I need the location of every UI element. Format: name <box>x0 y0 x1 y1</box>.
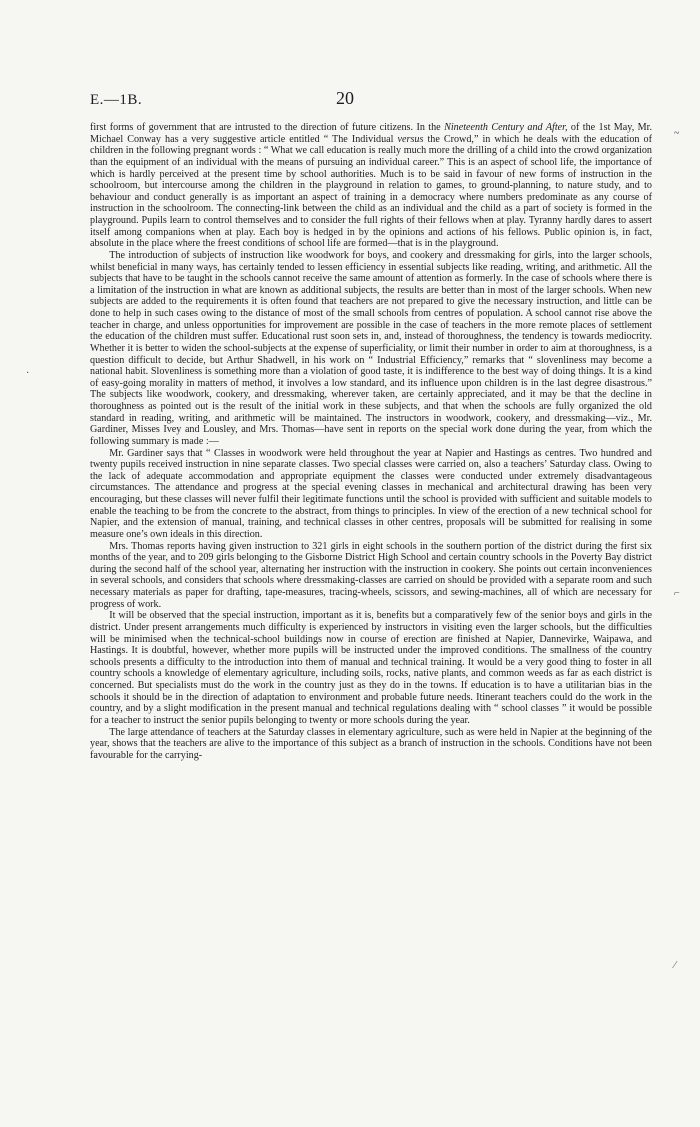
paragraph: first forms of government that are intrusted to the direction of future citizens. In the Nineteenth Century and After, of the 1st May, Mr. Michael Conway has a very suggestive article entitled “ The Individual versus the Crowd,” in which he deals with the education of children in the following pregnant words : “ What we call education is really much more the drilling of a child into the crowd organization than the equipment of an individual with the means of pursuing an individual career.” This is an aspect of school life, the importance of which is hardly perceived at the present time by school authorities. Much is to be said in favour of new forms of instruction in the schoolroom, but intercourse among the children in the playground in relation to games, to ground-planning, to nature study, and to behaviour and conduct generally is as important an aspect of training in a democracy where numbers predominate as any course of instruction in the schoolroom. The connecting-link between the child as an individual and the child as a part of society is formed in the playground. Pupils learn to control themselves and to consider the full rights of their fellows when at play. Tyranny hardly dares to assert itself among companions when at play. Each boy is hedged in by the opinions and actions of his fellows. Public opinion is, in fact, absolute in the place where the freest conditions of school life are formed—that is in the playground. <box>90 122 652 250</box>
paragraph: The large attendance of teachers at the Saturday classes in elementary agriculture, such as were held in Napier at the beginning of the year, shows that the teachers are alive to the importance of this subject as a branch of instruction in the schools. Conditions have not been favourable for the carrying- <box>90 726 652 761</box>
document-reference: E.—1B. <box>90 92 143 108</box>
margin-mark: ⌐ <box>674 588 680 599</box>
paragraph: The introduction of subjects of instruction like woodwork for boys, and cookery and dressmaking for girls, into the larger schools, whilst beneficial in many ways, has certainly tended to lessen efficiency in essential subjects like reading, writing, and arithmetic. All the subjects that have to be taught in the schools cannot receive the same amount of attention as formerly. In the case of schools where there is a limitation of the instruction in what are known as additional subjects, the results are better than in most of the larger schools. When new subjects are added to the requirements it is often found that teachers are not prepared to give the necessary instruction, and little can be done to help in such cases owing to the distance of most of the small schools from centres of population. A school cannot rise above the teacher in charge, and unless opportunities for improvement are possible in the case of teachers in the more remote places of settlement the education of the children must suffer. Educational rust soon sets in, and, instead of thoroughness, the tendency is towards mediocrity. Whether it is better to widen the school-subjects at the expense of superficiality, or limit their number in order to aim at thoroughness, is a question difficult to decide, but Arthur Shadwell, in his work on “ Industrial Efficiency,” remarks that “ slovenliness may become a national habit. Slovenliness is something more than a violation of good taste, it is indifference to the best way of doing things. It is a kind of easy-going morality in matters of method, it involves a low standard, and its influence upon children is in the last degree disastrous.” The subjects like woodwork, cookery, and dressmaking, wherever taken, are certainly appreciated, and it may be that the decline in thoroughness as pointed out is the result of the initial work in these subjects, and that when the schools are fully organized the old standard in reading, writing, and arithmetic will be maintained. The instructors in woodwork, cookery, and dressmaking—viz., Mr. Gardiner, Misses Ivey and Lousley, and Mrs. Thomas—have sent in reports on the special work done during the year, from which the following summary is made :— <box>90 249 652 447</box>
margin-mark: ⁄ <box>674 960 676 971</box>
page-number: 20 <box>336 88 354 108</box>
body-text <box>90 122 652 761</box>
paragraph: Mrs. Thomas reports having given instruction to 321 girls in eight schools in the southern portion of the district during the first six months of the year, and to 209 girls belonging to the Gisborne District High School and certain country schools in the Poverty Bay district during the second half of the school year, alternating her instruction with the instruction in cookery. She points out certain inconveniences in several schools, and considers that schools where dressmaking-classes are carried on should be provided with a separate room and such necessary materials as paper for drafting, tape-measures, tracing-wheels, scissors, and sewing-machines, all of which are necessary for progress of work. <box>90 540 652 610</box>
paragraph: Mr. Gardiner says that “ Classes in woodwork were held throughout the year at Napier and Hastings as centres. Two hundred and twenty pupils received instruction in nine separate classes. Two special classes were carried on, also a teachers’ Saturday class. Owing to the lack of adequate accommodation and appropriate equipment the classes were conducted under extremely disadvantageous circumstances. The attendance and progress at the special evening classes in mechanical and architectural drawing has been very encouraging, but these classes will never fulfil their legitimate functions until the school is provided with sufficient and suitable models to enable the teaching to be from the concrete to the abstract, from things to principles. In view of the erection of a new technical school for Napier, and the extension of manual, training, and technical classes in other centres, proposals will be submitted for realising in some measure one’s own ideals in this direction. <box>90 447 652 540</box>
margin-mark: ~ <box>674 128 680 139</box>
paragraph: It will be observed that the special instruction, important as it is, benefits but a comparatively few of the senior boys and girls in the district. Under present arrangements much difficulty is experienced by instructors in visiting even the larger schools, but the difficulties will be minimised when the technical-school buildings now in course of erection are finished at Napier, Dannevirke, Waipawa, and Hastings. It is doubtful, however, whether more pupils will be instructed under the improved conditions. The smallness of the country schools presents a difficulty to the introduction into them of manual and technical training. It would be a very good thing to foster in all country schools a knowledge of elementary agriculture, including soils, rocks, native plants, and common weeds as far as each district is concerned. But specialists must do the work in the country just as they do in the towns. If education is to have a utilitarian bias in the schools it should be in the direction of adaptation to environment and probable future needs. Itinerant teachers could do the work in the country, and by a slight modification in the present manual and technical regulations dealing with “ school classes ” it would be possible for a teacher to instruct the senior pupils belonging to twenty or more schools during the year. <box>90 610 652 726</box>
margin-mark: · <box>26 368 30 379</box>
